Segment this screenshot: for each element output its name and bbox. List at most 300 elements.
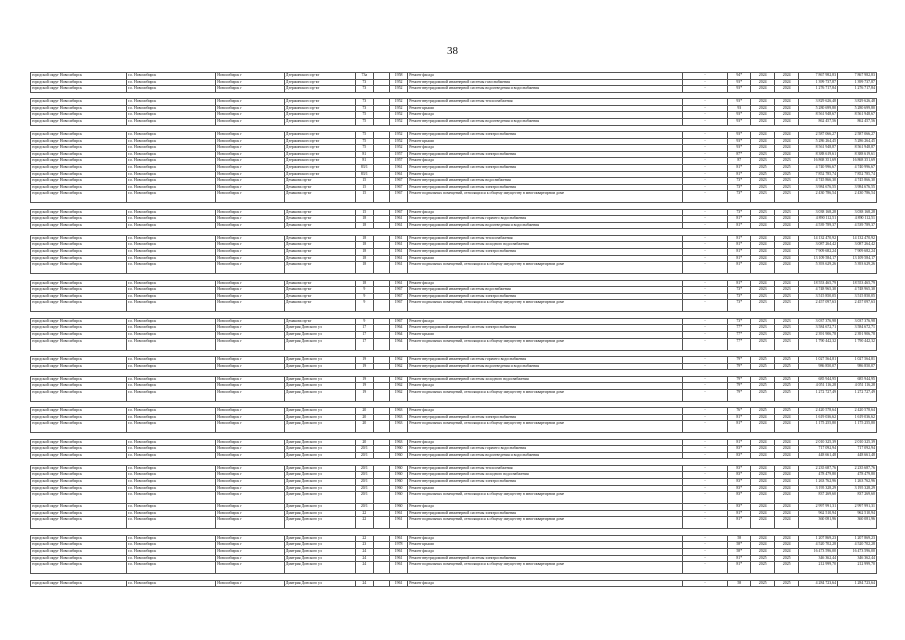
cell-municipality: городской округ Новосибирск — [31, 492, 127, 504]
cell-work-type: Ремонт внутридомовой инженерной системы водоотведения и водоснабжения — [408, 452, 682, 459]
cell-street: Дзержинского пр-кт — [284, 171, 355, 178]
cell-house: 20 — [355, 408, 373, 415]
cell-cost: 478 479,80 — [799, 472, 838, 479]
cell-wear: 93* — [728, 79, 751, 86]
cell-house: 18 — [355, 262, 373, 274]
cell-wear: 73* — [728, 287, 751, 294]
cell-cost-total: 962 510,94 — [838, 510, 877, 517]
cell-cost-total: 346 362,44 — [838, 555, 877, 562]
cell-cost: 16 868 351,69 — [799, 158, 838, 165]
cell-municipality: городской округ Новосибирск — [31, 73, 127, 80]
table-row — [31, 249, 877, 256]
cell-end-year: 2025 — [775, 164, 799, 171]
cell-end-year: 2023 — [775, 300, 799, 312]
cell-method: - — [682, 356, 728, 363]
cell-building — [373, 452, 389, 459]
cell-locality: Новосибирск г — [216, 222, 285, 229]
cell-locality: Новосибирск г — [216, 535, 285, 542]
cell-settlement: г.о. Новосибирск — [127, 356, 216, 363]
table-row — [31, 492, 877, 504]
cell-building — [373, 293, 389, 300]
cell-street: Дмитрия Донского ул — [284, 389, 355, 401]
cell-cost: 3 584 672,71 — [799, 325, 838, 332]
cell-work-type: Ремонт внутридомовой инженерной системы водоотведения и водоснабжения — [408, 118, 682, 125]
cell-municipality: городской округ Новосибирск — [31, 158, 127, 165]
table-row — [31, 209, 877, 216]
cell-municipality: городской округ Новосибирск — [31, 99, 127, 106]
cell-street: Демакова пр-кт — [284, 300, 355, 312]
cell-locality: Новосибирск г — [216, 191, 285, 203]
table-row — [31, 158, 877, 165]
cell-start-year: 2025 — [751, 356, 775, 363]
cell-municipality: городской округ Новосибирск — [31, 151, 127, 158]
cell-wear: 93* — [728, 131, 751, 138]
cell-end-year: 2023 — [775, 293, 799, 300]
cell-work-type: Ремонт крыши — [408, 138, 682, 145]
cell-street: Дмитрия Донского ул — [284, 421, 355, 433]
cell-settlement: г.о. Новосибирск — [127, 287, 216, 294]
cell-locality: Новосибирск г — [216, 158, 285, 165]
cell-street: Демакова пр-кт — [284, 222, 355, 229]
cell-street: Дмитрия Донского ул — [284, 356, 355, 363]
cell-building — [373, 465, 389, 472]
cell-building — [373, 517, 389, 529]
cell-street: Демакова пр-кт — [284, 262, 355, 274]
cell-wear: 73* — [728, 184, 751, 191]
table-row — [31, 280, 877, 287]
cell-settlement: г.о. Новосибирск — [127, 118, 216, 125]
cell-wear: 93* — [728, 138, 751, 145]
cell-settlement: г.о. Новосибирск — [127, 439, 216, 446]
cell-building — [373, 209, 389, 216]
cell-work-type: Ремонт внутридомовой инженерной системы электроснабжения — [408, 164, 682, 171]
cell-cost: 212 999,70 — [799, 562, 838, 574]
cell-wear: 81* — [728, 242, 751, 249]
cell-building — [373, 383, 389, 390]
cell-locality: Новосибирск г — [216, 549, 285, 556]
cell-street: Демакова пр-кт — [284, 184, 355, 191]
cell-start-year: 2024 — [751, 510, 775, 517]
cell-wear: 93* — [728, 145, 751, 152]
cell-cost: 1 175 255,80 — [799, 421, 838, 433]
cell-end-year: 2025 — [775, 356, 799, 363]
cell-start-year: 2024 — [751, 216, 775, 223]
cell-settlement: г.о. Новосибирск — [127, 222, 216, 229]
cell-settlement: г.о. Новосибирск — [127, 446, 216, 453]
cell-end-year: 2024 — [775, 138, 799, 145]
cell-cost: 4 890 112,51 — [799, 216, 838, 223]
cell-work-type: Ремонт фасада — [408, 318, 682, 325]
table-row — [31, 325, 877, 332]
cell-municipality: городской округ Новосибирск — [31, 376, 127, 383]
cell-house: 75 — [355, 131, 373, 138]
cell-settlement: г.о. Новосибирск — [127, 421, 216, 433]
cell-cost: 4 748 965,30 — [799, 287, 838, 294]
table-row — [31, 356, 877, 363]
cell-locality: Новосибирск г — [216, 86, 285, 93]
cell-method: - — [682, 331, 728, 338]
cell-cost: 986 850,07 — [799, 363, 838, 370]
cell-wear: 81* — [728, 414, 751, 421]
cell-cost: 7 867 982,83 — [799, 73, 838, 80]
cell-cost-total: 1 276 717,84 — [838, 86, 877, 93]
cell-cost: 962 510,94 — [799, 510, 838, 517]
cell-method: - — [682, 222, 728, 229]
cell-cost: 2 997 991,31 — [799, 504, 838, 511]
cell-year: 1961 — [389, 242, 407, 249]
cell-cost-total: 7 909 682,24 — [838, 249, 877, 256]
cell-locality: Новосибирск г — [216, 209, 285, 216]
cell-cost: 7 909 682,24 — [799, 249, 838, 256]
cell-house: 75 — [355, 112, 373, 119]
cell-cost: 3 984 676,55 — [799, 184, 838, 191]
cell-start-year: 2024 — [751, 131, 775, 138]
cell-work-type: Ремонт внутридомовой инженерной системы водоснабжения — [408, 178, 682, 185]
cell-municipality: городской округ Новосибирск — [31, 184, 127, 191]
cell-locality: Новосибирск г — [216, 300, 285, 312]
cell-settlement: г.о. Новосибирск — [127, 145, 216, 152]
cell-work-type: Ремонт подвальных помещений, относящихся к общему имуществу в многоквартирном доме — [408, 389, 682, 401]
cell-building — [373, 421, 389, 433]
cell-start-year: 2024 — [751, 492, 775, 504]
table-row — [31, 504, 877, 511]
cell-work-type: Ремонт внутридомовой инженерной системы электроснабжения — [408, 249, 682, 256]
cell-street: Дзержинского пр-кт — [284, 118, 355, 125]
cell-settlement: г.о. Новосибирск — [127, 472, 216, 479]
cell-street: Дмитрия Донского ул — [284, 504, 355, 511]
cell-house: 81 — [355, 158, 373, 165]
cell-cost-total: 5 280 699,80 — [838, 105, 877, 112]
cell-year: 1957 — [389, 151, 407, 158]
cell-house: 17 — [355, 325, 373, 332]
cell-method: - — [682, 318, 728, 325]
cell-municipality: городской округ Новосибирск — [31, 408, 127, 415]
cell-cost: 346 362,44 — [799, 555, 838, 562]
cell-wear: 77* — [728, 325, 751, 332]
cell-wear: 81* — [728, 280, 751, 287]
cell-year: 1961 — [389, 262, 407, 274]
cell-building — [373, 338, 389, 350]
cell-settlement: г.о. Новосибирск — [127, 131, 216, 138]
cell-locality: Новосибирск г — [216, 504, 285, 511]
cell-locality: Новосибирск г — [216, 562, 285, 574]
cell-start-year: 2023 — [751, 318, 775, 325]
cell-work-type: Ремонт подвальных помещений, относящихся к общему имуществу в многоквартирном доме — [408, 421, 682, 433]
cell-work-type: Ремонт крыши — [408, 331, 682, 338]
cell-start-year: 2023 — [751, 158, 775, 165]
cell-municipality: городской округ Новосибирск — [31, 389, 127, 401]
cell-work-type: Ремонт подвальных помещений, относящихся к общему имуществу в многоквартирном доме — [408, 338, 682, 350]
cell-work-type: Ремонт фасада — [408, 209, 682, 216]
cell-end-year: 2024 — [775, 73, 799, 80]
cell-municipality: городской округ Новосибирск — [31, 118, 127, 125]
cell-municipality: городской округ Новосибирск — [31, 325, 127, 332]
cell-wear: 83* — [728, 492, 751, 504]
cell-locality: Новосибирск г — [216, 356, 285, 363]
cell-building — [373, 184, 389, 191]
cell-cost-total: 4 520 702,28 — [838, 542, 877, 549]
cell-method: - — [682, 105, 728, 112]
cell-end-year: 2024 — [775, 216, 799, 223]
cell-year: 1978 — [389, 542, 407, 549]
table-body — [31, 73, 877, 587]
cell-locality: Новосибирск г — [216, 184, 285, 191]
cell-end-year: 2025 — [775, 580, 799, 587]
cell-work-type: Ремонт внутридомовой инженерной системы холодного водоснабжения — [408, 376, 682, 383]
table-row — [31, 562, 877, 574]
cell-end-year: 2025 — [775, 555, 799, 562]
cell-cost-total: 1 263 762,96 — [838, 479, 877, 486]
cell-start-year: 2024 — [751, 242, 775, 249]
cell-house: 73а — [355, 73, 373, 80]
cell-municipality: городской округ Новосибирск — [31, 472, 127, 479]
cell-start-year: 2024 — [751, 145, 775, 152]
table-row — [31, 164, 877, 171]
cell-cost-total: 3 037 376,98 — [838, 318, 877, 325]
cell-building — [373, 105, 389, 112]
table-row — [31, 479, 877, 486]
cell-cost-total: 4 051 116,28 — [838, 383, 877, 390]
cell-house: 83/1 — [355, 164, 373, 171]
cell-settlement: г.о. Новосибирск — [127, 112, 216, 119]
cell-start-year: 2023 — [751, 184, 775, 191]
cell-municipality: городской округ Новосибирск — [31, 164, 127, 171]
cell-locality: Новосибирск г — [216, 318, 285, 325]
cell-building — [373, 222, 389, 229]
cell-house: 15 — [355, 209, 373, 216]
table-row — [31, 389, 877, 401]
cell-cost-total: 4 539 789,37 — [838, 222, 877, 229]
cell-cost-total: 3 087 264,42 — [838, 242, 877, 249]
cell-start-year: 2025 — [751, 171, 775, 178]
cell-house: 18 — [355, 222, 373, 229]
cell-house: 24 — [355, 549, 373, 556]
cell-method: - — [682, 363, 728, 370]
cell-municipality: городской округ Новосибирск — [31, 287, 127, 294]
cell-municipality: городской округ Новосибирск — [31, 131, 127, 138]
cell-wear: 93* — [728, 112, 751, 119]
cell-house: 22 — [355, 535, 373, 542]
table-row — [31, 542, 877, 549]
cell-start-year: 2023 — [751, 191, 775, 203]
cell-end-year: 2024 — [775, 414, 799, 421]
cell-year: 1958 — [389, 73, 407, 80]
cell-start-year: 2024 — [751, 105, 775, 112]
cell-year: 1952 — [389, 138, 407, 145]
cell-building — [373, 235, 389, 242]
table-row — [31, 73, 877, 80]
cell-municipality: городской округ Новосибирск — [31, 216, 127, 223]
cell-work-type: Ремонт крыши — [408, 542, 682, 549]
cell-end-year: 2023 — [775, 209, 799, 216]
cell-house: 9 — [355, 318, 373, 325]
cell-work-type: Ремонт внутридомовой инженерной системы электроснабжения — [408, 293, 682, 300]
cell-cost: 3 038 168,28 — [799, 209, 838, 216]
cell-street: Демакова пр-кт — [284, 293, 355, 300]
cell-cost-total: 986 850,07 — [838, 363, 877, 370]
cell-cost: 1 619 036,62 — [799, 414, 838, 421]
cell-cost-total: 212 999,70 — [838, 562, 877, 574]
cell-end-year: 2024 — [775, 151, 799, 158]
cell-year: 1963 — [389, 408, 407, 415]
cell-wear: 81* — [728, 262, 751, 274]
table-row — [31, 446, 877, 453]
cell-method: - — [682, 542, 728, 549]
cell-work-type: Ремонт фасада — [408, 439, 682, 446]
cell-settlement: г.о. Новосибирск — [127, 562, 216, 574]
cell-wear: 93 — [728, 105, 751, 112]
cell-street: Дмитрия Донского ул — [284, 376, 355, 383]
cell-cost-total: 1 399 737,87 — [838, 79, 877, 86]
cell-start-year: 2024 — [751, 549, 775, 556]
cell-cost-total: 4 890 112,51 — [838, 216, 877, 223]
cell-end-year: 2024 — [775, 542, 799, 549]
cell-work-type: Ремонт подвальных помещений, относящихся к общему имуществу в многоквартирном доме — [408, 262, 682, 274]
cell-street: Демакова пр-кт — [284, 209, 355, 216]
cell-cost-total: 3 584 672,71 — [838, 325, 877, 332]
cell-year: 1960 — [389, 485, 407, 492]
cell-house: 20 — [355, 439, 373, 446]
cell-locality: Новосибирск г — [216, 73, 285, 80]
cell-settlement: г.о. Новосибирск — [127, 86, 216, 93]
cell-cost-total: 3 515 850,05 — [838, 293, 877, 300]
cell-building — [373, 178, 389, 185]
cell-settlement: г.о. Новосибирск — [127, 465, 216, 472]
table-row — [31, 145, 877, 152]
cell-municipality: городской округ Новосибирск — [31, 383, 127, 390]
cell-year: 1961 — [389, 535, 407, 542]
cell-building — [373, 79, 389, 86]
cell-start-year: 2025 — [751, 580, 775, 587]
cell-municipality: городской округ Новосибирск — [31, 363, 127, 370]
cell-building — [373, 216, 389, 223]
cell-work-type: Ремонт внутридомовой инженерной системы холодного водоснабжения — [408, 242, 682, 249]
cell-method: - — [682, 300, 728, 312]
cell-wear: 83* — [728, 446, 751, 453]
cell-municipality: городской округ Новосибирск — [31, 255, 127, 262]
cell-wear: 83* — [728, 465, 751, 472]
cell-method: - — [682, 421, 728, 433]
cell-cost-total: 7 852 785,74 — [838, 171, 877, 178]
cell-method: - — [682, 112, 728, 119]
cell-municipality: городской округ Новосибирск — [31, 562, 127, 574]
cell-work-type: Ремонт фасада — [408, 171, 682, 178]
cell-method: - — [682, 151, 728, 158]
cell-street: Демакова пр-кт — [284, 178, 355, 185]
cell-settlement: г.о. Новосибирск — [127, 300, 216, 312]
cell-year: 1967 — [389, 293, 407, 300]
cell-start-year: 2024 — [751, 542, 775, 549]
table-row — [31, 293, 877, 300]
cell-method: - — [682, 408, 728, 415]
cell-end-year: 2023 — [775, 158, 799, 165]
cell-locality: Новосибирск г — [216, 118, 285, 125]
cell-cost-total: 2 235 687,76 — [838, 465, 877, 472]
cell-municipality: городской округ Новосибирск — [31, 517, 127, 529]
cell-work-type: Ремонт фасада — [408, 158, 682, 165]
table-row — [31, 255, 877, 262]
cell-end-year: 2025 — [775, 562, 799, 574]
cell-municipality: городской округ Новосибирск — [31, 112, 127, 119]
cell-cost-total: 8 561 948,87 — [838, 145, 877, 152]
cell-locality: Новосибирск г — [216, 383, 285, 390]
cell-year: 1963 — [389, 414, 407, 421]
cell-locality: Новосибирск г — [216, 363, 285, 370]
cell-locality: Новосибирск г — [216, 325, 285, 332]
cell-year: 1964 — [389, 331, 407, 338]
cell-wear: 93* — [728, 118, 751, 125]
cell-year: 1964 — [389, 325, 407, 332]
table-row — [31, 452, 877, 459]
cell-municipality: городской округ Новосибирск — [31, 138, 127, 145]
cell-year: 1961 — [389, 555, 407, 562]
cell-start-year: 2024 — [751, 118, 775, 125]
cell-start-year: 2024 — [751, 79, 775, 86]
cell-cost: 1 272 727,49 — [799, 389, 838, 401]
cell-work-type: Ремонт крыши — [408, 255, 682, 262]
cell-locality: Новосибирск г — [216, 178, 285, 185]
cell-municipality: городской округ Новосибирск — [31, 249, 127, 256]
cell-building — [373, 171, 389, 178]
cell-cost: 2 235 687,76 — [799, 465, 838, 472]
cell-municipality: городской округ Новосибирск — [31, 446, 127, 453]
cell-locality: Новосибирск г — [216, 510, 285, 517]
cell-start-year: 2024 — [751, 452, 775, 459]
cell-wear: 81* — [728, 510, 751, 517]
cell-house: 15 — [355, 178, 373, 185]
cell-wear: 73* — [728, 209, 751, 216]
cell-municipality: городской округ Новосибирск — [31, 452, 127, 459]
cell-house: 73 — [355, 79, 373, 86]
cell-street: Дмитрия Донского ул — [284, 338, 355, 350]
cell-method: - — [682, 535, 728, 542]
cell-wear: 77* — [728, 331, 751, 338]
cell-cost-total: 4 748 965,30 — [838, 287, 877, 294]
cell-method: - — [682, 510, 728, 517]
cell-street: Дмитрия Донского ул — [284, 452, 355, 459]
cell-wear: 73* — [728, 293, 751, 300]
table-row — [31, 472, 877, 479]
cell-start-year: 2024 — [751, 73, 775, 80]
cell-cost: 4 520 702,28 — [799, 542, 838, 549]
cell-year: 1952 — [389, 112, 407, 119]
cell-street: Дзержинского пр-кт — [284, 86, 355, 93]
cell-settlement: г.о. Новосибирск — [127, 389, 216, 401]
cell-house: 15 — [355, 191, 373, 203]
cell-end-year: 2025 — [775, 389, 799, 401]
cell-cost-total: 360 081,96 — [838, 517, 877, 529]
cell-year: 1964 — [389, 338, 407, 350]
cell-building — [373, 376, 389, 383]
cell-work-type: Ремонт внутридомовой инженерной системы теплоснабжения — [408, 99, 682, 106]
cell-end-year: 2024 — [775, 421, 799, 433]
table-row — [31, 138, 877, 145]
cell-house: 17 — [355, 331, 373, 338]
cell-year: 1952 — [389, 131, 407, 138]
cell-cost: 2 420 578,64 — [799, 408, 838, 415]
capital-repair-table — [30, 72, 877, 587]
cell-method: - — [682, 131, 728, 138]
cell-end-year: 2024 — [775, 439, 799, 446]
cell-cost-total: 5 286 264,45 — [838, 138, 877, 145]
cell-year: 1967 — [389, 178, 407, 185]
cell-municipality: городской округ Новосибирск — [31, 549, 127, 556]
cell-settlement: г.о. Новосибирск — [127, 479, 216, 486]
cell-settlement: г.о. Новосибирск — [127, 535, 216, 542]
cell-method: - — [682, 376, 728, 383]
cell-method: - — [682, 338, 728, 350]
cell-locality: Новосибирск г — [216, 542, 285, 549]
